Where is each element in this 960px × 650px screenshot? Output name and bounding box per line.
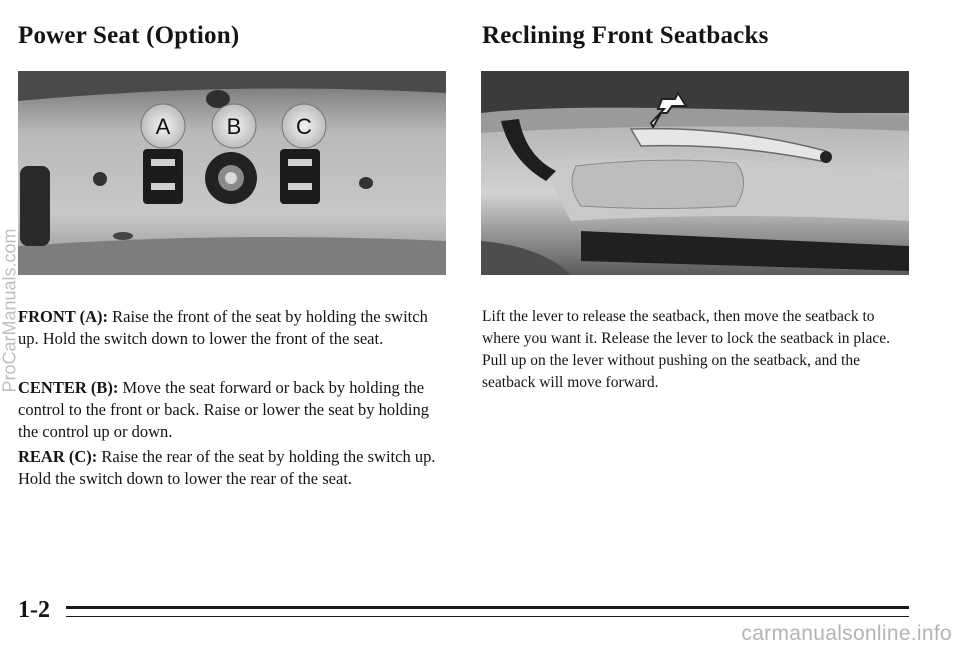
rear-c-paragraph <box>18 446 450 490</box>
rear-c-term: REAR (C): <box>18 447 98 466</box>
footer-rule-thin <box>66 616 909 617</box>
bottom-watermark: carmanualsonline.info <box>741 622 952 645</box>
side-watermark: ProCarManuals.com <box>0 228 20 393</box>
center-b-term: CENTER (B): <box>18 378 119 397</box>
switch-a-front <box>143 149 183 204</box>
label-a: A <box>155 114 171 139</box>
power-seat-controls-photo <box>18 71 446 275</box>
page-number: 1-2 <box>18 597 50 623</box>
seatback-lever-photo <box>481 71 909 275</box>
seat-edge-shape <box>20 166 50 246</box>
label-b: B <box>226 114 242 139</box>
switch-c-rear <box>280 149 320 204</box>
label-c: C <box>296 114 312 139</box>
reclining-instructions-paragraph: Lift the lever to release the seatback, then move the seatback to where you want it. Release the lever to lock the seatback in place. Pull up on the lever without pushing on the seatback, and the seatback will move forward. <box>482 308 891 391</box>
front-a-term: FRONT (A): <box>18 307 108 326</box>
center-b-paragraph <box>18 377 450 443</box>
section-title-reclining-seatbacks: Reclining Front Seatbacks <box>482 22 769 49</box>
section-title-power-seat: Power Seat (Option) <box>18 22 240 49</box>
rear-c-text: Raise the rear of the seat by holding the switch up. Hold the switch down to lower the rear of the seat. <box>18 447 436 488</box>
footer-rule-thick <box>66 606 909 609</box>
front-a-text: Raise the front of the seat by holding the switch up. Hold the switch down to lower the front of the seat. <box>18 307 428 348</box>
front-a-paragraph <box>18 306 450 350</box>
center-b-text: Move the seat forward or back by holding the control to the front or back. Raise or lower the seat by holding the control up or down. <box>18 378 430 441</box>
